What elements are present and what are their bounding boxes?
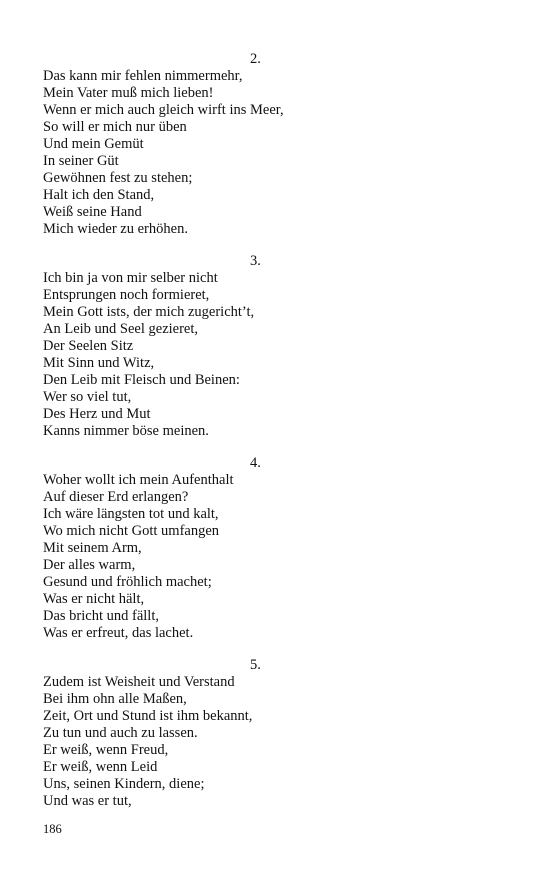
verse-line: Woher wollt ich mein Aufenthalt [43,472,234,488]
verse-line: Zeit, Ort und Stund ist ihm bekannt, [43,708,253,724]
verse-line: Mein Gott ists, der mich zugericht’t, [43,304,255,320]
verse-line: Mich wieder zu erhöhen. [43,221,188,237]
verse-line: Zudem ist Weisheit und Verstand [43,674,235,690]
verse-line: Und mein Gemüt [43,136,144,152]
verse-line: Des Herz und Mut [43,406,151,422]
verse-line: Das bricht und fällt, [43,608,159,624]
verse-line: Das kann mir fehlen nimmermehr, [43,68,243,84]
verse-line: Mit seinem Arm, [43,540,142,556]
verse-line: Halt ich den Stand, [43,187,155,203]
verse-line: Auf dieser Erd erlangen? [43,489,189,505]
verse-line: Gesund und fröhlich machet; [43,574,212,590]
verse-line: In seiner Güt [43,153,119,169]
stanza-3 [43,253,513,440]
verse-line: Was er erfreut, das lachet. [43,625,194,641]
verse-line: Was er nicht hält, [43,591,145,607]
verse-line: Wer so viel tut, [43,389,132,405]
verse-line: Wenn er mich auch gleich wirft ins Meer, [43,102,284,118]
verse-line: So will er mich nur üben [43,119,187,135]
verse-line: Der Seelen Sitz [43,338,134,354]
verse-line: Den Leib mit Fleisch und Beinen: [43,372,240,388]
verse-line: Der alles warm, [43,557,136,573]
verse-line: Ich bin ja von mir selber nicht [43,270,218,286]
verse-line: Entsprungen noch formieret, [43,287,210,303]
page-number: 186 [43,822,62,836]
verse-line: Bei ihm ohn alle Maßen, [43,691,187,707]
verse-line: Mein Vater muß mich lieben! [43,85,214,101]
verse-line: Wo mich nicht Gott umfangen [43,523,220,539]
stanza-number: 4. [250,455,261,471]
verse-line: Uns, seinen Kindern, diene; [43,776,205,792]
stanza-number: 2. [250,51,261,67]
stanza-number: 5. [250,657,261,673]
stanza-2 [43,51,513,238]
verse-line: An Leib und Seel gezieret, [43,321,199,337]
stanza-5 [43,657,513,810]
verse-line: Mit Sinn und Witz, [43,355,155,371]
verse-line: Gewöhnen fest zu stehen; [43,170,193,186]
verse-line: Zu tun und auch zu lassen. [43,725,198,741]
stanza-number: 3. [250,253,261,269]
verse-line: Ich wäre längsten tot und kalt, [43,506,219,522]
stanza-4 [43,455,513,642]
verse-line: Er weiß, wenn Freud, [43,742,169,758]
verse-line: Und was er tut, [43,793,132,809]
verse-line: Er weiß, wenn Leid [43,759,158,775]
verse-line: Weiß seine Hand [43,204,142,220]
verse-line: Kanns nimmer böse meinen. [43,423,209,439]
